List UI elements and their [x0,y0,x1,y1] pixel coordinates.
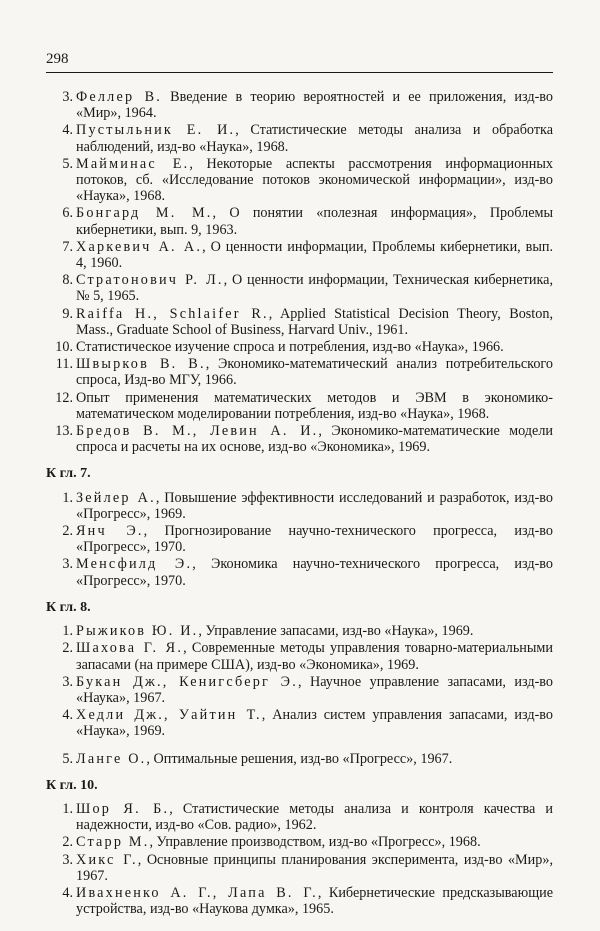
reference-details: , Повышение эффективности исследований и разработок, изд-во «Прогресс», 1969. [76,489,553,522]
reference-group [46,623,553,767]
reference-details: , Современные методы управления товарно-материальными запасами (на примере США), изд-во «Экономика», 1969. [76,640,553,673]
reference-author: Зейлер А. [76,489,156,506]
reference-details: , Статистические методы анализа и обработка наблюдений, изд-во «Наука», 1968. [76,122,553,155]
reference-number: 8. [62,272,73,289]
reference-text [76,390,553,422]
reference-number: 5. [62,750,73,767]
reference-group [46,490,553,589]
reference-entry [46,306,553,338]
reference-number: 3. [62,556,73,573]
reference-number: 2. [62,523,73,540]
reference-author: Хедли Дж., Уайтин Т. [76,707,262,724]
reference-details: , Анализ систем управления запасами, изд-во «Наука», 1969. [76,707,553,740]
reference-author: Менсфилд Э. [76,556,193,573]
reference-author: Рыжиков Ю. И. [76,623,199,640]
references-list [46,89,553,918]
reference-author: Шахова Г. Я. [76,640,184,657]
reference-details: , О понятии «полезная информация», Проблемы кибернетики, вып. 9, 1963. [76,205,553,238]
reference-details: , Управление производством, изд-во «Прогресс», 1968. [149,834,481,851]
reference-entry [46,122,553,154]
reference-number: 10. [55,339,73,356]
reference-text [76,89,553,121]
reference-entry [46,272,553,304]
reference-text [76,306,553,338]
reference-author: Шор Я. Б. [76,800,170,817]
reference-entry [46,751,553,767]
reference-entry [46,623,553,639]
reference-author: Харкевич А. А. [76,238,203,255]
reference-details: Статистическое изучение спроса и потребления, изд-во «Наука», 1966. [76,339,504,356]
reference-text [76,640,553,672]
reference-entry [46,356,553,388]
reference-details: , Прогнозирование научно-технического прогресса, изд-во «Прогресс», 1970. [76,523,554,556]
reference-author: Букан Дж., Кенигсберг Э. [76,673,298,690]
reference-text [76,122,553,154]
reference-number: 4. [62,707,73,724]
reference-details: , О ценности информации, Техническая кибернетика, № 5, 1965. [76,272,554,305]
reference-details: Опыт применения математических методов и ЭВМ в экономико-математическом моделировании потребления, изд-во «Наука», 1968. [76,389,553,422]
reference-details: , Основные принципы планирования эксперимента, изд-во «Мир», 1967. [76,851,553,884]
reference-author: Пустыльник Е. И. [76,122,236,139]
reference-details: , Статистические методы анализа и контроля качества и надежности, изд-во «Сов. радио», 1962. [76,800,553,834]
reference-text [76,339,553,355]
reference-number: 3. [62,673,73,690]
header-rule [46,72,553,73]
reference-author: Бонгард М. М. [76,205,213,222]
reference-group [46,89,553,455]
reference-number: 11. [55,356,73,373]
reference-number: 13. [55,423,73,440]
reference-author: Raiffa H., Schlaifer R. [76,305,269,322]
reference-number: 3. [62,89,73,105]
reference-entry [46,339,553,355]
reference-entry [46,885,553,917]
reference-entry [46,852,553,884]
reference-entry [46,707,553,739]
reference-number: 7. [62,238,73,255]
section-heading-ch10: К гл. 10. [46,777,98,793]
reference-number: 12. [55,389,73,406]
reference-text [76,885,553,917]
reference-text [76,834,553,850]
reference-number: 5. [62,155,73,172]
reference-details: Введение в теорию вероятностей и ее приложения, изд-во «Мир», 1964. [76,89,553,122]
reference-details: , Applied Statistical Decision Theory, Boston, Mass., Graduate School of Business, Harvard Univ., 1961. [76,305,553,338]
reference-text [76,556,553,588]
reference-entry [46,239,553,271]
reference-details: , Экономико-математический анализ потребительского спроса, Изд-во МГУ, 1966. [76,356,553,389]
reference-entry [46,205,553,237]
reference-details: , Научное управление запасами, изд-во «Наука», 1967. [76,673,553,706]
reference-entry [46,89,553,121]
reference-author: Хикс Г. [76,851,138,868]
reference-number: 1. [62,800,73,817]
reference-author: Янч Э. [76,523,144,540]
reference-entry [46,674,553,706]
reference-author: Майминас Е. [76,155,190,172]
section-heading-ch8: К гл. 8. [46,599,91,615]
reference-text [76,801,553,833]
reference-details: , Оптимальные решения, изд-во «Прогресс», 1967. [146,750,453,767]
reference-number: 3. [62,851,73,868]
reference-details: , Экономико-математические модели спроса и расчеты на их основе, изд-во «Экономика», 1969. [76,423,553,456]
reference-entry [46,640,553,672]
reference-text [76,239,553,271]
reference-number: 1. [62,623,73,640]
reference-text [76,751,553,767]
reference-number: 2. [62,834,73,851]
reference-number: 9. [62,305,73,322]
reference-number: 6. [62,205,73,222]
reference-entry [46,156,553,205]
reference-author: Ивахненко А. Г., Лапа В. Г. [76,884,318,901]
reference-entry [46,834,553,850]
reference-author: Старр М. [76,834,150,851]
reference-text [76,356,553,388]
reference-author: Стратонович Р. Л. [76,272,224,289]
reference-group [46,801,553,917]
reference-entry [46,490,553,522]
reference-text [76,490,553,522]
reference-author: Феллер В. [76,89,163,105]
reference-text [76,523,553,555]
reference-details: , Некоторые аспекты рассмотрения информационных потоков, сб. «Исследование потоков экономической информации», изд-во «Наука», 1968. [76,155,553,205]
reference-entry [46,423,553,455]
reference-entry [46,556,553,588]
page-number: 298 [46,51,69,67]
reference-text [76,707,553,739]
reference-details: , О ценности информации, Проблемы кибернетики, вып. 4, 1960. [76,238,553,272]
reference-details: , Экономика научно-технического прогресса, изд-во «Прогресс», 1970. [76,556,554,589]
reference-text [76,205,553,237]
reference-entry [46,801,553,833]
reference-author: Бредов В. М., Левин А. И. [76,423,319,440]
reference-details: , Кибернетические предсказывающие устройства, изд-во «Наукова думка», 1965. [76,884,554,918]
reference-text [76,272,553,304]
reference-entry [46,390,553,422]
reference-number: 4. [62,884,73,901]
reference-text [76,423,553,455]
reference-entry [46,523,553,555]
reference-author: Ланге О. [76,750,147,767]
reference-text [76,852,553,884]
reference-number: 2. [62,640,73,657]
reference-author: Швырков В. В. [76,356,206,373]
section-heading-ch7: К гл. 7. [46,466,91,482]
reference-number: 1. [62,489,73,506]
reference-text [76,623,553,639]
reference-details: , Управление запасами, изд-во «Наука», 1969. [198,623,474,640]
reference-text [76,674,553,706]
reference-text [76,156,553,205]
reference-number: 4. [62,122,73,139]
